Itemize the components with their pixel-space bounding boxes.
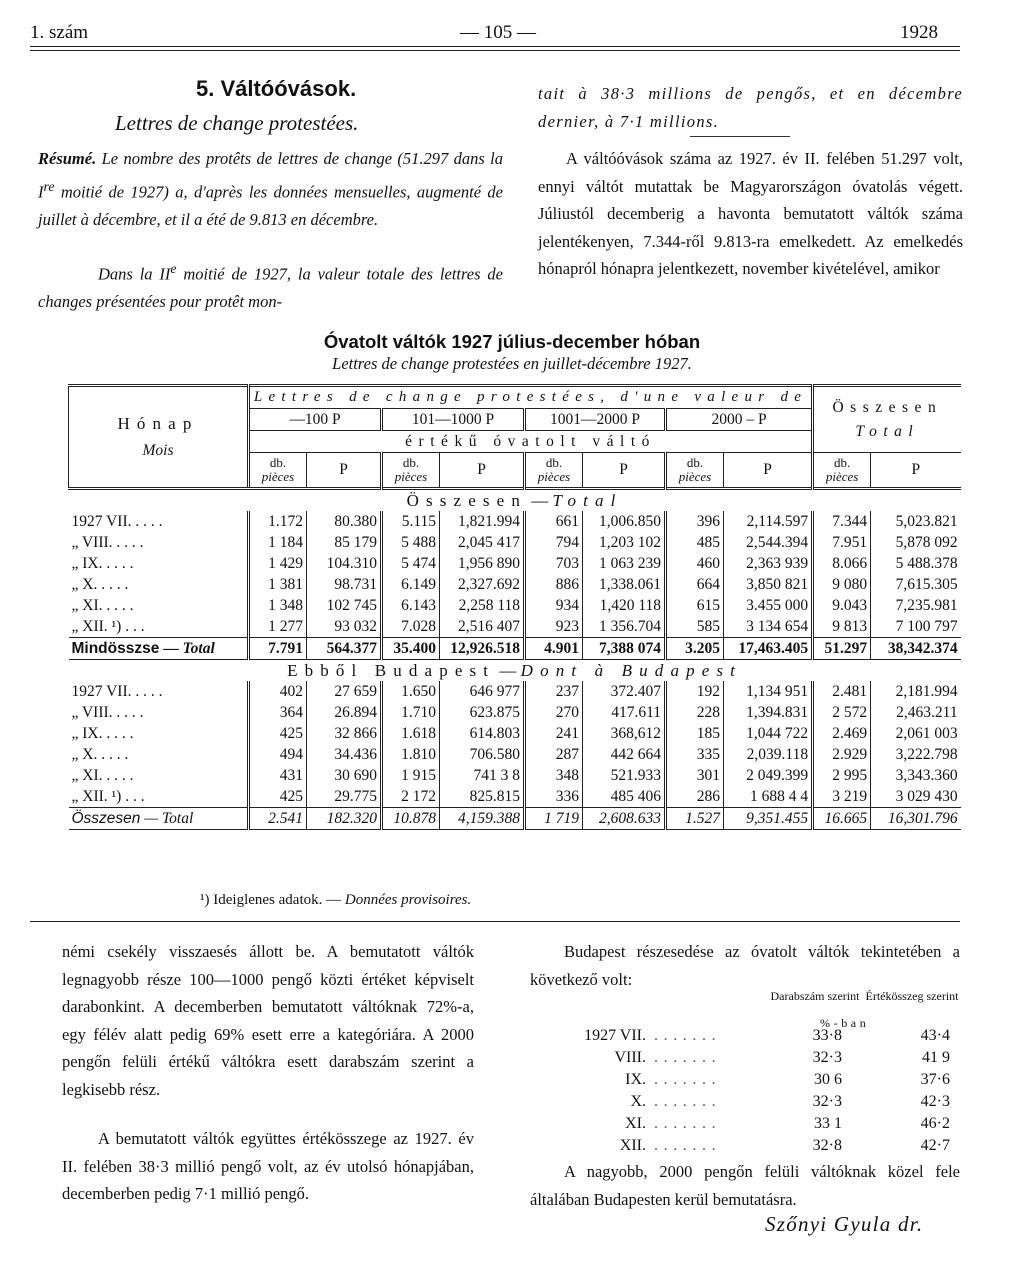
table-row: [69, 616, 961, 638]
value-cell: 431: [249, 765, 307, 786]
share-month: VIII.: [614, 1049, 646, 1066]
table-row: [69, 681, 961, 702]
value-cell: 2.469: [813, 723, 871, 744]
total-row: [69, 808, 961, 830]
unit-db: db. pièces: [382, 453, 440, 489]
share-count: 32·3: [812, 1049, 842, 1066]
unit-p: P: [583, 453, 666, 489]
value-cell: 934: [525, 595, 583, 616]
value-cell: 102 745: [307, 595, 382, 616]
value-cell: 2 995: [813, 765, 871, 786]
resume-sup: re: [43, 178, 55, 194]
value-cell: 1,420 118: [583, 595, 666, 616]
month-cell: „ XI. . . . .: [71, 596, 134, 614]
value-label-header: értékű óvatolt váltó: [249, 431, 813, 453]
share-value: 43·4: [920, 1027, 950, 1044]
value-cell: 364: [249, 702, 307, 723]
value-cell: 741 3 8: [440, 765, 525, 786]
value-cell: 460: [666, 553, 724, 574]
total-header: Összesen Total: [813, 386, 961, 453]
share-month: XII.: [619, 1137, 646, 1154]
value-cell: 348: [525, 765, 583, 786]
footnote-rule: [30, 921, 960, 922]
value-cell: 1.650: [382, 681, 440, 702]
total-cell: 2.541: [249, 808, 307, 830]
month-cell: „ XII. ¹) . . .: [71, 787, 145, 805]
value-cell: 923: [525, 616, 583, 638]
value-cell: 417.611: [583, 702, 666, 723]
header-rule: [30, 46, 960, 47]
month-cell: „ X. . . . .: [71, 745, 129, 763]
section-title: 5. Váltóóvások.: [196, 76, 357, 101]
table-title: Óvatolt váltók 1927 július-december hóban: [323, 331, 701, 352]
value-cell: 8.066: [813, 553, 871, 574]
value-cell: 5 474: [382, 553, 440, 574]
value-sup: e: [170, 261, 177, 276]
value-cell: 192: [666, 681, 724, 702]
share-row: [522, 1135, 954, 1157]
french-continuation: tait à 38·3 millions de pengős, et en décembre dernier, à 7·1 millions.: [538, 84, 963, 131]
value-cell: 237: [525, 681, 583, 702]
value-cell: 7.344: [813, 511, 871, 532]
value-cell: 27 659: [307, 681, 382, 702]
value-cell: 7 100 797: [871, 616, 961, 638]
share-value: 46·2: [920, 1115, 950, 1132]
value-text-b: moitié de 1927, la valeur totale des lettres de changes présentées pour protêt mon-: [38, 264, 503, 311]
value-cell: 2,327.692: [440, 574, 525, 595]
value-cell: 9 080: [813, 574, 871, 595]
header-rule-2: [30, 50, 960, 51]
month-cell: „ X. . . . .: [71, 575, 129, 593]
total-cell: 182.320: [307, 808, 382, 830]
range-header-3: 1001—2000 P: [525, 409, 666, 431]
value-cell: 287: [525, 744, 583, 765]
share-value: 37·6: [920, 1071, 950, 1088]
value-cell: 1,006.850: [583, 511, 666, 532]
table-row: [69, 744, 961, 765]
value-cell: 3 219: [813, 786, 871, 808]
month-cell: 1927 VII. . . . .: [71, 512, 163, 530]
value-cell: 368,612: [583, 723, 666, 744]
total-cell: 564.377: [307, 638, 382, 660]
range-header-2: 101—1000 P: [382, 409, 525, 431]
unit-p: P: [724, 453, 813, 489]
value-cell: 2 049.399: [724, 765, 813, 786]
share-count: 33·8: [812, 1027, 842, 1044]
budapest-share-intro: Budapest részesedése az óvatolt váltók tekintetében a következő volt:: [530, 942, 960, 989]
value-cell: 3 134 654: [724, 616, 813, 638]
value-cell: 6.149: [382, 574, 440, 595]
value-cell: 26.894: [307, 702, 382, 723]
value-cell: 703: [525, 553, 583, 574]
value-cell: 425: [249, 786, 307, 808]
value-cell: 7,235.981: [871, 595, 961, 616]
total-cell: 1.527: [666, 808, 724, 830]
value-cell: 3,222.798: [871, 744, 961, 765]
value-cell: 585: [666, 616, 724, 638]
value-cell: 2,045 417: [440, 532, 525, 553]
table-row: [69, 532, 961, 553]
value-cell: 93 032: [307, 616, 382, 638]
value-cell: 1,203 102: [583, 532, 666, 553]
value-cell: 1,134 951: [724, 681, 813, 702]
share-unit: %-ban: [820, 1016, 870, 1030]
value-cell: 886: [525, 574, 583, 595]
month-cell: „ XII. ¹) . . .: [71, 617, 145, 635]
value-cell: 5,023.821: [871, 511, 961, 532]
value-cell: 7,615.305: [871, 574, 961, 595]
value-cell: 7.028: [382, 616, 440, 638]
total-cell: 10.878: [382, 808, 440, 830]
footnote: ¹) Ideiglenes adatok. — Données provisoires.: [200, 892, 472, 908]
value-cell: 32 866: [307, 723, 382, 744]
value-cell: 228: [666, 702, 724, 723]
value-cell: 623.875: [440, 702, 525, 723]
month-cell: „ VIII. . . . .: [71, 533, 144, 551]
share-month: IX.: [625, 1071, 646, 1088]
value-paragraph: [38, 255, 503, 316]
short-rule: [690, 136, 790, 137]
value-cell: 706.580: [440, 744, 525, 765]
value-cell: 80.380: [307, 511, 382, 532]
value-cell: 34.436: [307, 744, 382, 765]
value-cell: 1.172: [249, 511, 307, 532]
value-cell: 5 488.378: [871, 553, 961, 574]
section-budapest-header: Ebből Budapest — Dont à Budapest: [287, 660, 743, 680]
value-cell: 29.775: [307, 786, 382, 808]
share-month: XI.: [625, 1115, 646, 1132]
value-cell: 485: [666, 532, 724, 553]
share-count: 32·3: [812, 1093, 842, 1110]
share-col-count: Darabszám szerint: [770, 989, 860, 1003]
unit-db: db. pièces: [813, 453, 871, 489]
page-section-number: 1. szám: [30, 22, 89, 43]
total-cell: 35.400: [382, 638, 440, 660]
value-cell: 2 572: [813, 702, 871, 723]
value-cell: 396: [666, 511, 724, 532]
value-cell: 335: [666, 744, 724, 765]
table-row: [69, 511, 961, 532]
value-cell: 3,850 821: [724, 574, 813, 595]
bottom-left-paragraph-1: némi csekély visszaesés állott be. A bemutatott váltók legnagyobb része 100—1000 pengő közti értéket képviselt darabonkint. A decemberben bemutatott váltóknak 72%-a, egy félév alatt pedig 69% esett erre a kategóriára. A 2000 pengőn felüli értékű váltókra esett darabszám szerint a legkisebb rész.: [62, 942, 474, 1099]
month-cell: „ VIII. . . . .: [71, 703, 144, 721]
value-cell: 30 690: [307, 765, 382, 786]
total-label: Mindösszse — Total: [69, 638, 249, 660]
share-row: [522, 1025, 954, 1047]
value-cell: 1 429: [249, 553, 307, 574]
value-cell: 1 381: [249, 574, 307, 595]
share-month: X.: [630, 1093, 646, 1110]
value-cell: 1,394.831: [724, 702, 813, 723]
total-row: [69, 638, 961, 660]
value-cell: 3 029 430: [871, 786, 961, 808]
share-dots: .......: [654, 1093, 722, 1110]
total-cell: 16,301.796: [871, 808, 961, 830]
value-cell: 425: [249, 723, 307, 744]
value-cell: 286: [666, 786, 724, 808]
value-cell: 442 664: [583, 744, 666, 765]
value-cell: 5,878 092: [871, 532, 961, 553]
share-dots: .......: [654, 1071, 722, 1088]
total-cell: 4,159.388: [440, 808, 525, 830]
value-cell: 3,343.360: [871, 765, 961, 786]
value-cell: 1 688 4 4: [724, 786, 813, 808]
total-cell: 7.791: [249, 638, 307, 660]
share-row: [522, 1113, 954, 1135]
share-row: [522, 1091, 954, 1113]
range-header-1: —100 P: [249, 409, 382, 431]
bottom-left-paragraph-2: A bemutatott váltók együttes értékösszege az 1927. év II. felében 38·3 millió pengő volt, az év utolsó hónapjában, decemberben pedig 7·1 millió pengő.: [62, 1129, 474, 1203]
value-cell: 794: [525, 532, 583, 553]
unit-p: P: [440, 453, 525, 489]
value-cell: 1,956 890: [440, 553, 525, 574]
month-header: Hónap Mois: [69, 386, 249, 489]
value-cell: 104.310: [307, 553, 382, 574]
value-cell: 2,544.394: [724, 532, 813, 553]
value-cell: 3.455 000: [724, 595, 813, 616]
month-cell: „ IX. . . . .: [71, 724, 134, 742]
unit-p: P: [307, 453, 382, 489]
value-cell: 1 915: [382, 765, 440, 786]
value-cell: 615: [666, 595, 724, 616]
value-cell: 2,363 939: [724, 553, 813, 574]
total-cell: 9,351.455: [724, 808, 813, 830]
total-cell: 38,342.374: [871, 638, 961, 660]
resume-text: Le nombre des protêts de lettres de change (51.297 dans la I: [38, 149, 503, 201]
share-row: [522, 1069, 954, 1091]
value-cell: 270: [525, 702, 583, 723]
total-label: Összesen — Total: [69, 808, 249, 830]
resume-paragraph: [38, 145, 503, 233]
share-dots: .......: [654, 1049, 722, 1066]
section-subtitle: Lettres de change protestées.: [115, 111, 359, 135]
section-total-header: Összesen — Total: [406, 490, 623, 510]
share-dots: .......: [654, 1137, 722, 1154]
value-cell: 1 356.704: [583, 616, 666, 638]
share-count: 33 1: [814, 1115, 842, 1132]
total-cell: 17,463.405: [724, 638, 813, 660]
table-row: [69, 553, 961, 574]
value-cell: 664: [666, 574, 724, 595]
value-cell: 5.115: [382, 511, 440, 532]
value-cell: 2,258 118: [440, 595, 525, 616]
value-cell: 241: [525, 723, 583, 744]
share-value: 42·3: [920, 1093, 950, 1110]
resume-text-2: moitié de 1927) a, d'après les données mensuelles, augmenté de juillet à décembre, et il a été de 9.813 en décembre.: [38, 182, 503, 229]
share-col-value: Értékösszeg szerint: [865, 989, 959, 1003]
total-cell: 4.901: [525, 638, 583, 660]
share-month: 1927 VII.: [584, 1027, 646, 1044]
month-cell: „ XI. . . . .: [71, 766, 134, 784]
value-cell: 494: [249, 744, 307, 765]
value-cell: 98.731: [307, 574, 382, 595]
protest-table: [68, 384, 961, 830]
value-cell: 521.933: [583, 765, 666, 786]
total-cell: 12,926.518: [440, 638, 525, 660]
value-cell: 825.815: [440, 786, 525, 808]
value-cell: 1,044 722: [724, 723, 813, 744]
value-cell: 1 184: [249, 532, 307, 553]
page-number: — 105 —: [460, 22, 536, 43]
total-cell: 2,608.633: [583, 808, 666, 830]
table-subtitle: Lettres de change protestées en juillet-décembre 1927.: [332, 354, 692, 373]
total-cell: 1 719: [525, 808, 583, 830]
share-row: [522, 1047, 954, 1069]
table-row: [69, 595, 961, 616]
lettres-header: Lettres de change protestées, d'une valeur de: [249, 386, 813, 409]
range-header-4: 2000 – P: [666, 409, 813, 431]
total-cell: 16.665: [813, 808, 871, 830]
value-cell: 485 406: [583, 786, 666, 808]
value-cell: 1,338.061: [583, 574, 666, 595]
table-row: [69, 574, 961, 595]
total-cell: 3.205: [666, 638, 724, 660]
author-signature: Szőnyi Gyula dr.: [765, 1212, 924, 1236]
share-count: 30 6: [814, 1071, 842, 1088]
table-row: [69, 723, 961, 744]
unit-db: db. pièces: [666, 453, 724, 489]
value-cell: 2,114.597: [724, 511, 813, 532]
value-cell: 1.710: [382, 702, 440, 723]
value-cell: 2 172: [382, 786, 440, 808]
share-count: 32·8: [812, 1137, 842, 1154]
value-cell: 2,516 407: [440, 616, 525, 638]
value-cell: 2.929: [813, 744, 871, 765]
value-text-a: Dans la II: [98, 264, 171, 284]
budapest-share-table: [522, 1025, 954, 1157]
page-year: 1928: [900, 22, 938, 43]
total-cell: 7,388 074: [583, 638, 666, 660]
value-cell: 614.803: [440, 723, 525, 744]
table-row: [69, 765, 961, 786]
share-value: 41 9: [922, 1049, 950, 1066]
value-cell: 2,039.118: [724, 744, 813, 765]
share-dots: .......: [654, 1027, 722, 1044]
value-cell: 372.407: [583, 681, 666, 702]
unit-db: db. pièces: [249, 453, 307, 489]
closing-paragraph: A nagyobb, 2000 pengőn felüli váltóknak közel fele általában Budapesten kerül bemutatásra.: [530, 1162, 960, 1209]
value-cell: 2.481: [813, 681, 871, 702]
value-cell: 6.143: [382, 595, 440, 616]
value-cell: 1,821.994: [440, 511, 525, 532]
value-cell: 85 179: [307, 532, 382, 553]
month-cell: „ IX. . . . .: [71, 554, 134, 572]
value-cell: 1 348: [249, 595, 307, 616]
value-cell: 2,463.211: [871, 702, 961, 723]
value-cell: 402: [249, 681, 307, 702]
value-cell: 9.043: [813, 595, 871, 616]
value-cell: 1 063 239: [583, 553, 666, 574]
value-cell: 301: [666, 765, 724, 786]
value-cell: 9 813: [813, 616, 871, 638]
share-value: 42·7: [920, 1137, 950, 1154]
value-cell: 1 277: [249, 616, 307, 638]
value-cell: 336: [525, 786, 583, 808]
value-cell: 2,061 003: [871, 723, 961, 744]
value-cell: 185: [666, 723, 724, 744]
value-cell: 1.618: [382, 723, 440, 744]
unit-db: db. pièces: [525, 453, 583, 489]
table-row: [69, 786, 961, 808]
value-cell: 7.951: [813, 532, 871, 553]
share-dots: .......: [654, 1115, 722, 1132]
unit-p: P: [871, 453, 961, 489]
value-cell: 646 977: [440, 681, 525, 702]
table-row: [69, 702, 961, 723]
value-cell: 661: [525, 511, 583, 532]
total-cell: 51.297: [813, 638, 871, 660]
resume-label: Résumé.: [38, 149, 97, 168]
month-cell: 1927 VII. . . . .: [71, 682, 163, 700]
hungarian-paragraph: A váltóóvások száma az 1927. év II. felében 51.297 volt, ennyi váltót mutattak be Magyarországon óvatolás végett. Júliustól decemberig a havonta bemutatott váltók száma jelentékenyen, 7.344-ről 9.813-ra emelkedett. Az emelkedés hónapról hónapra jelentkezett, november kivételével, amikor: [538, 149, 963, 278]
value-cell: 5 488: [382, 532, 440, 553]
value-cell: 2,181.994: [871, 681, 961, 702]
value-cell: 1.810: [382, 744, 440, 765]
